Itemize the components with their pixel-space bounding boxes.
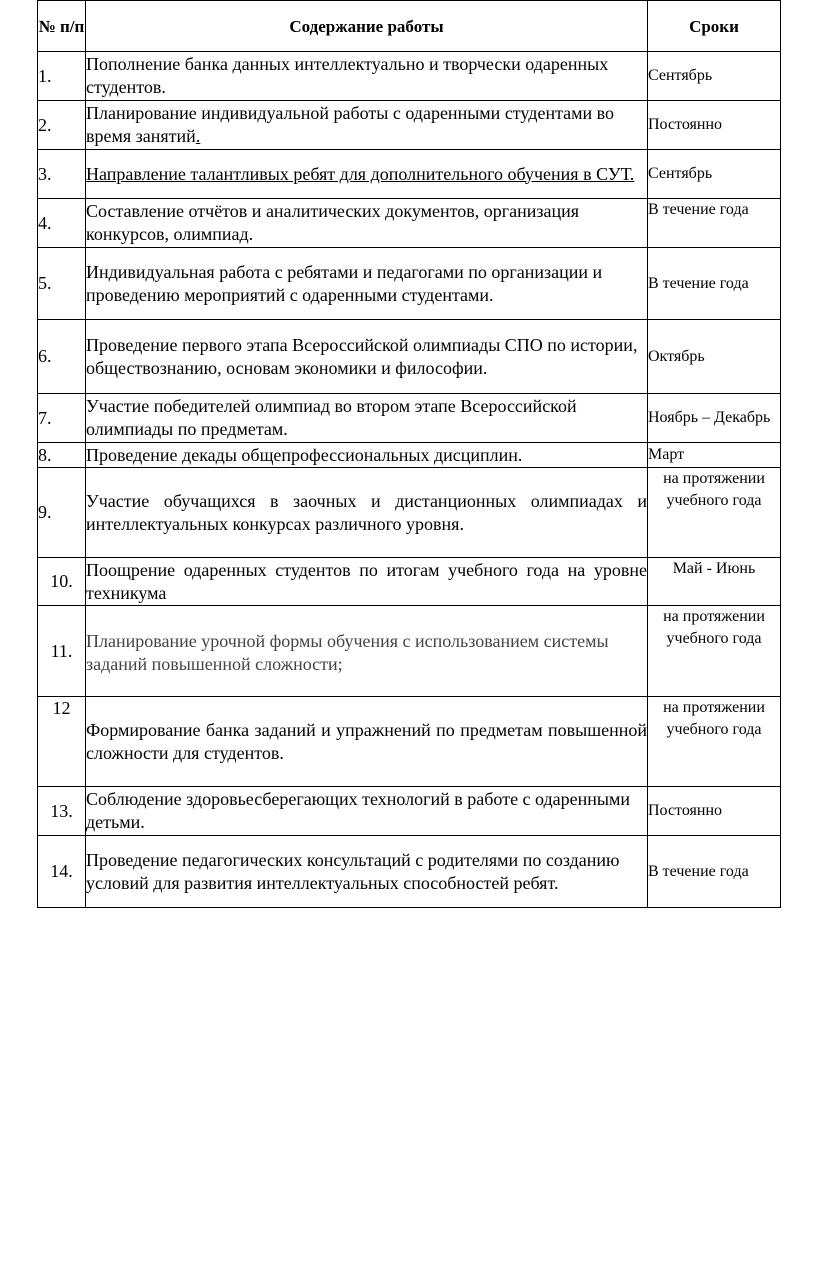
row-work: Формирование банка заданий и упражнений по предметам повышенной сложности для студентов.: [86, 697, 648, 787]
row-work-text-underlined: обучения в СУТ.: [507, 163, 635, 184]
row-num: 5.: [38, 248, 86, 320]
row-term: Март: [648, 443, 781, 468]
table-row: [38, 52, 781, 101]
row-term: В течение года: [648, 836, 781, 908]
row-term: В течение года: [648, 199, 781, 248]
row-term: Сентябрь: [648, 52, 781, 101]
row-num: 8.: [38, 443, 86, 468]
row-work-text: Направление талантливых ребят для дополнительного: [86, 163, 508, 184]
row-term: на протяжении учебного года: [648, 697, 781, 787]
row-term: Постоянно: [648, 787, 781, 836]
row-term: Ноябрь – Декабрь: [648, 394, 781, 443]
table-row: [38, 606, 781, 697]
row-work: Проведение первого этапа Всероссийской олимпиады СПО по истории, обществознанию, основам экономики и философии.: [86, 320, 648, 394]
row-work: Участие обучащихся в заочных и дистанционных олимпиадах и интеллектуальных конкурсах различного уровня.: [86, 468, 648, 558]
row-num: 12: [38, 697, 86, 787]
table-row: [38, 101, 781, 150]
table-row: [38, 150, 781, 199]
row-num: 13.: [38, 787, 86, 836]
row-num: 2.: [38, 101, 86, 150]
table-row: [38, 468, 781, 558]
row-work: Индивидуальная работа с ребятами и педагогами по организации и проведению мероприятий с одаренными студентами.: [86, 248, 648, 320]
row-term: Октябрь: [648, 320, 781, 394]
row-num: 9.: [38, 468, 86, 558]
row-work: Участие победителей олимпиад во втором этапе Всероссийской олимпиады по предметам.: [86, 394, 648, 443]
row-term: В течение года: [648, 248, 781, 320]
table-row: [38, 320, 781, 394]
table-header-row: [38, 1, 781, 52]
work-plan-table: [37, 0, 781, 908]
row-num: 6.: [38, 320, 86, 394]
header-work: Содержание работы: [86, 1, 648, 52]
row-work: [86, 150, 648, 199]
table-row: [38, 248, 781, 320]
table-row: [38, 443, 781, 468]
row-num: 14.: [38, 836, 86, 908]
row-term: Май - Июнь: [648, 558, 781, 606]
table-row: [38, 697, 781, 787]
row-num: 1.: [38, 52, 86, 101]
row-num: 11.: [38, 606, 86, 697]
row-num: 4.: [38, 199, 86, 248]
row-work: Поощрение одаренных студентов по итогам учебного года на уровне техникума: [86, 558, 648, 606]
row-work: Составление отчётов и аналитических документов, организация конкурсов, олимпиад.: [86, 199, 648, 248]
table-row: [38, 836, 781, 908]
header-num: № п/п: [38, 1, 86, 52]
row-term: на протяжении учебного года: [648, 606, 781, 697]
row-num: 7.: [38, 394, 86, 443]
row-work: Пополнение банка данных интеллектуально и творчески одаренных студентов.: [86, 52, 648, 101]
table-row: [38, 199, 781, 248]
row-work-text: Планирование индивидуальной работы с одаренными студентами во время занятий: [86, 103, 615, 146]
row-num: 3.: [38, 150, 86, 199]
row-work: Проведение педагогических консультаций с родителями по созданию условий для развития интеллектуальных способностей ребят.: [86, 836, 648, 908]
row-work: Соблюдение здоровьесберегающих технологий в работе с одаренными детьми.: [86, 787, 648, 836]
header-term: Сроки: [648, 1, 781, 52]
row-term: на протяжении учебного года: [648, 468, 781, 558]
table-row: [38, 787, 781, 836]
row-term: Постоянно: [648, 101, 781, 150]
table-row: [38, 558, 781, 606]
row-work: Планирование урочной формы обучения с использованием системы заданий повышенной сложности;: [86, 606, 648, 697]
row-work: [86, 101, 648, 150]
row-work-text-underlined: .: [195, 126, 201, 146]
table-row: [38, 394, 781, 443]
row-num: 10.: [38, 558, 86, 606]
row-term: Сентябрь: [648, 150, 781, 199]
row-work: Проведение декады общепрофессиональных дисциплин.: [86, 443, 648, 468]
